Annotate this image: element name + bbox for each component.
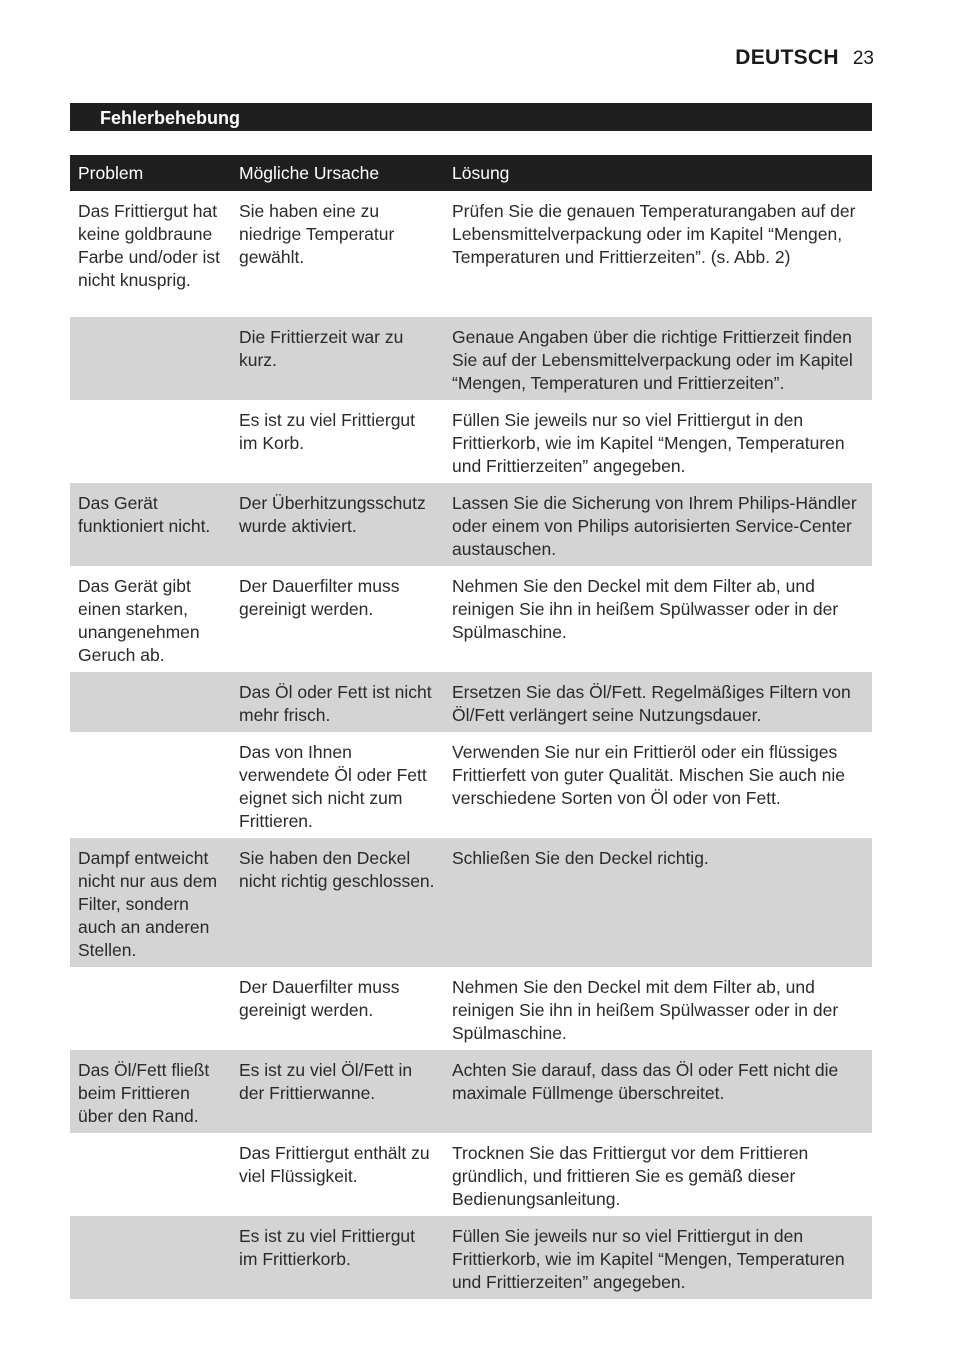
cause-cell: Es ist zu viel Frittiergut im Frittierkorb.	[231, 1216, 444, 1299]
table-row	[70, 400, 872, 483]
table-row	[70, 838, 872, 967]
cause-cell: Der Überhitzungsschutz wurde aktiviert.	[231, 483, 444, 566]
table-row	[70, 1216, 872, 1299]
cause-cell: Das von Ihnen verwendete Öl oder Fett eignet sich nicht zum Frittieren.	[231, 732, 444, 838]
table-header-row	[70, 155, 872, 191]
cause-cell: Der Dauerfilter muss gereinigt werden.	[231, 967, 444, 1050]
solution-cell: Nehmen Sie den Deckel mit dem Filter ab, und reinigen Sie ihn in heißem Spülwasser oder in der Spülmaschine.	[444, 967, 872, 1050]
column-header-cause: Mögliche Ursache	[231, 155, 444, 191]
table-row	[70, 672, 872, 732]
solution-cell: Schließen Sie den Deckel richtig.	[444, 838, 872, 967]
problem-cell	[70, 1216, 231, 1299]
cause-cell: Es ist zu viel Frittiergut im Korb.	[231, 400, 444, 483]
problem-cell	[70, 400, 231, 483]
table-row	[70, 1133, 872, 1216]
table-row	[70, 483, 872, 566]
problem-cell: Das Gerät gibt einen starken, unangenehmen Geruch ab.	[70, 566, 231, 672]
cause-cell: Das Öl oder Fett ist nicht mehr frisch.	[231, 672, 444, 732]
cause-cell: Sie haben den Deckel nicht richtig geschlossen.	[231, 838, 444, 967]
section-title: Fehlerbehebung	[70, 103, 872, 131]
solution-cell: Lassen Sie die Sicherung von Ihrem Philips-Händler oder einem von Philips autorisierten Service-Center austauschen.	[444, 483, 872, 566]
cause-cell: Es ist zu viel Öl/Fett in der Frittierwanne.	[231, 1050, 444, 1133]
solution-cell: Achten Sie darauf, dass das Öl oder Fett nicht die maximale Füllmenge überschreitet.	[444, 1050, 872, 1133]
page-header	[735, 46, 874, 70]
page-number: 23	[852, 48, 874, 69]
column-header-solution: Lösung	[444, 155, 872, 191]
problem-cell	[70, 1133, 231, 1216]
cause-cell: Das Frittiergut enthält zu viel Flüssigkeit.	[231, 1133, 444, 1216]
column-header-problem: Problem	[70, 155, 231, 191]
troubleshooting-table	[70, 155, 872, 1299]
table-row	[70, 191, 872, 317]
cause-cell: Der Dauerfilter muss gereinigt werden.	[231, 566, 444, 672]
table-row	[70, 566, 872, 672]
problem-cell: Dampf entweicht nicht nur aus dem Filter, sondern auch an anderen Stellen.	[70, 838, 231, 967]
cause-cell: Die Frittierzeit war zu kurz.	[231, 317, 444, 400]
table-row	[70, 967, 872, 1050]
problem-cell: Das Frittiergut hat keine goldbraune Farbe und/oder ist nicht knusprig.	[70, 191, 231, 317]
table-row	[70, 317, 872, 400]
solution-cell: Verwenden Sie nur ein Frittieröl oder ein flüssiges Frittierfett von guter Qualität. Mischen Sie auch nie verschiedene Sorten von Öl oder von Fett.	[444, 732, 872, 838]
solution-cell: Nehmen Sie den Deckel mit dem Filter ab, und reinigen Sie ihn in heißem Spülwasser oder in der Spülmaschine.	[444, 566, 872, 672]
solution-cell: Trocknen Sie das Frittiergut vor dem Frittieren gründlich, und frittieren Sie es gemäß dieser Bedienungsanleitung.	[444, 1133, 872, 1216]
problem-cell	[70, 317, 231, 400]
solution-cell: Füllen Sie jeweils nur so viel Frittiergut in den Frittierkorb, wie im Kapitel “Mengen, Temperaturen und Frittierzeiten” angegeben.	[444, 1216, 872, 1299]
problem-cell	[70, 732, 231, 838]
solution-cell: Ersetzen Sie das Öl/Fett. Regelmäßiges Filtern von Öl/Fett verlängert seine Nutzungsdauer.	[444, 672, 872, 732]
solution-cell: Prüfen Sie die genauen Temperaturangaben auf der Lebensmittelverpackung oder im Kapitel “Mengen, Temperaturen und Frittierzeiten”. (s. Abb. 2)	[444, 191, 872, 317]
table-row	[70, 1050, 872, 1133]
problem-cell	[70, 967, 231, 1050]
cause-cell: Sie haben eine zu niedrige Temperatur gewählt.	[231, 191, 444, 317]
table-row	[70, 732, 872, 838]
problem-cell: Das Öl/Fett fließt beim Frittieren über den Rand.	[70, 1050, 231, 1133]
problem-cell: Das Gerät funktioniert nicht.	[70, 483, 231, 566]
language-label: DEUTSCH	[735, 46, 839, 69]
solution-cell: Füllen Sie jeweils nur so viel Frittiergut in den Frittierkorb, wie im Kapitel “Mengen, Temperaturen und Frittierzeiten” angegeben.	[444, 400, 872, 483]
solution-cell: Genaue Angaben über die richtige Frittierzeit finden Sie auf der Lebensmittelverpackung oder im Kapitel “Mengen, Temperaturen und Frittierzeiten”.	[444, 317, 872, 400]
problem-cell	[70, 672, 231, 732]
